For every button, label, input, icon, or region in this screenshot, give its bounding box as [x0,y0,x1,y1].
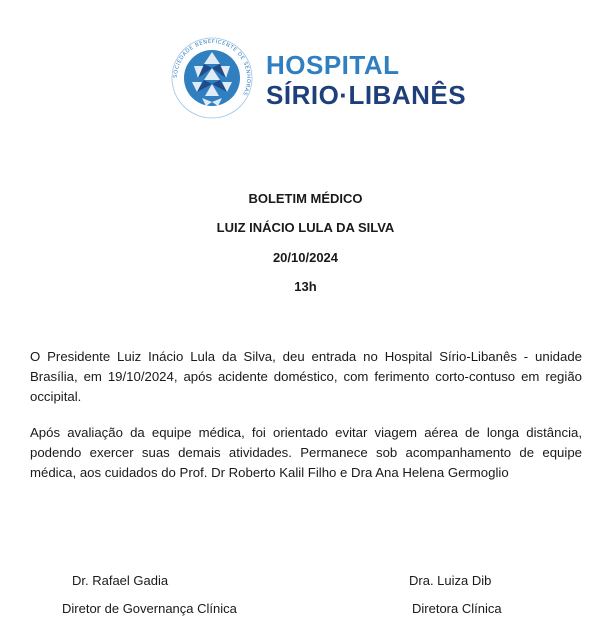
signature-name-2: Dra. Luiza Dib [409,573,492,588]
bulletin-time: 13h [294,279,317,294]
hospital-logo [170,36,470,126]
signature-role-1: Diretor de Governança Clínica [62,601,237,616]
brand-name-line1: HOSPITAL [266,50,400,80]
seal-text: SOCIEDADE BENEFICENTE DE SENHORAS [172,38,252,97]
brand-name-line2: SÍRIO·LIBANÊS [266,80,467,110]
signature-role-2: Diretora Clínica [412,601,502,616]
bulletin-title: BOLETIM MÉDICO [248,191,363,206]
signature-name-1: Dr. Rafael Gadia [72,573,169,588]
hospital-seal-icon [170,36,254,120]
patient-name: LUIZ INÁCIO LULA DA SILVA [216,220,395,235]
bulletin-date: 20/10/2024 [272,250,339,265]
body-paragraph-2: Após avaliação da equipe médica, foi orientado evitar viagem aérea de longa distância, podendo exercer suas demais atividades. Permanece sob acompanhamento de equipe médica, aos cuidados do Prof. Dr Roberto Kalil Filho e Dra Ana Helena Germoglio [30,425,582,480]
body-paragraph-1: O Presidente Luiz Inácio Lula da Silva, deu entrada no Hospital Sírio-Libanês - unidade Brasília, em 19/10/2024, após acidente doméstico, com ferimento corto-contuso em região occipital. [30,349,582,404]
